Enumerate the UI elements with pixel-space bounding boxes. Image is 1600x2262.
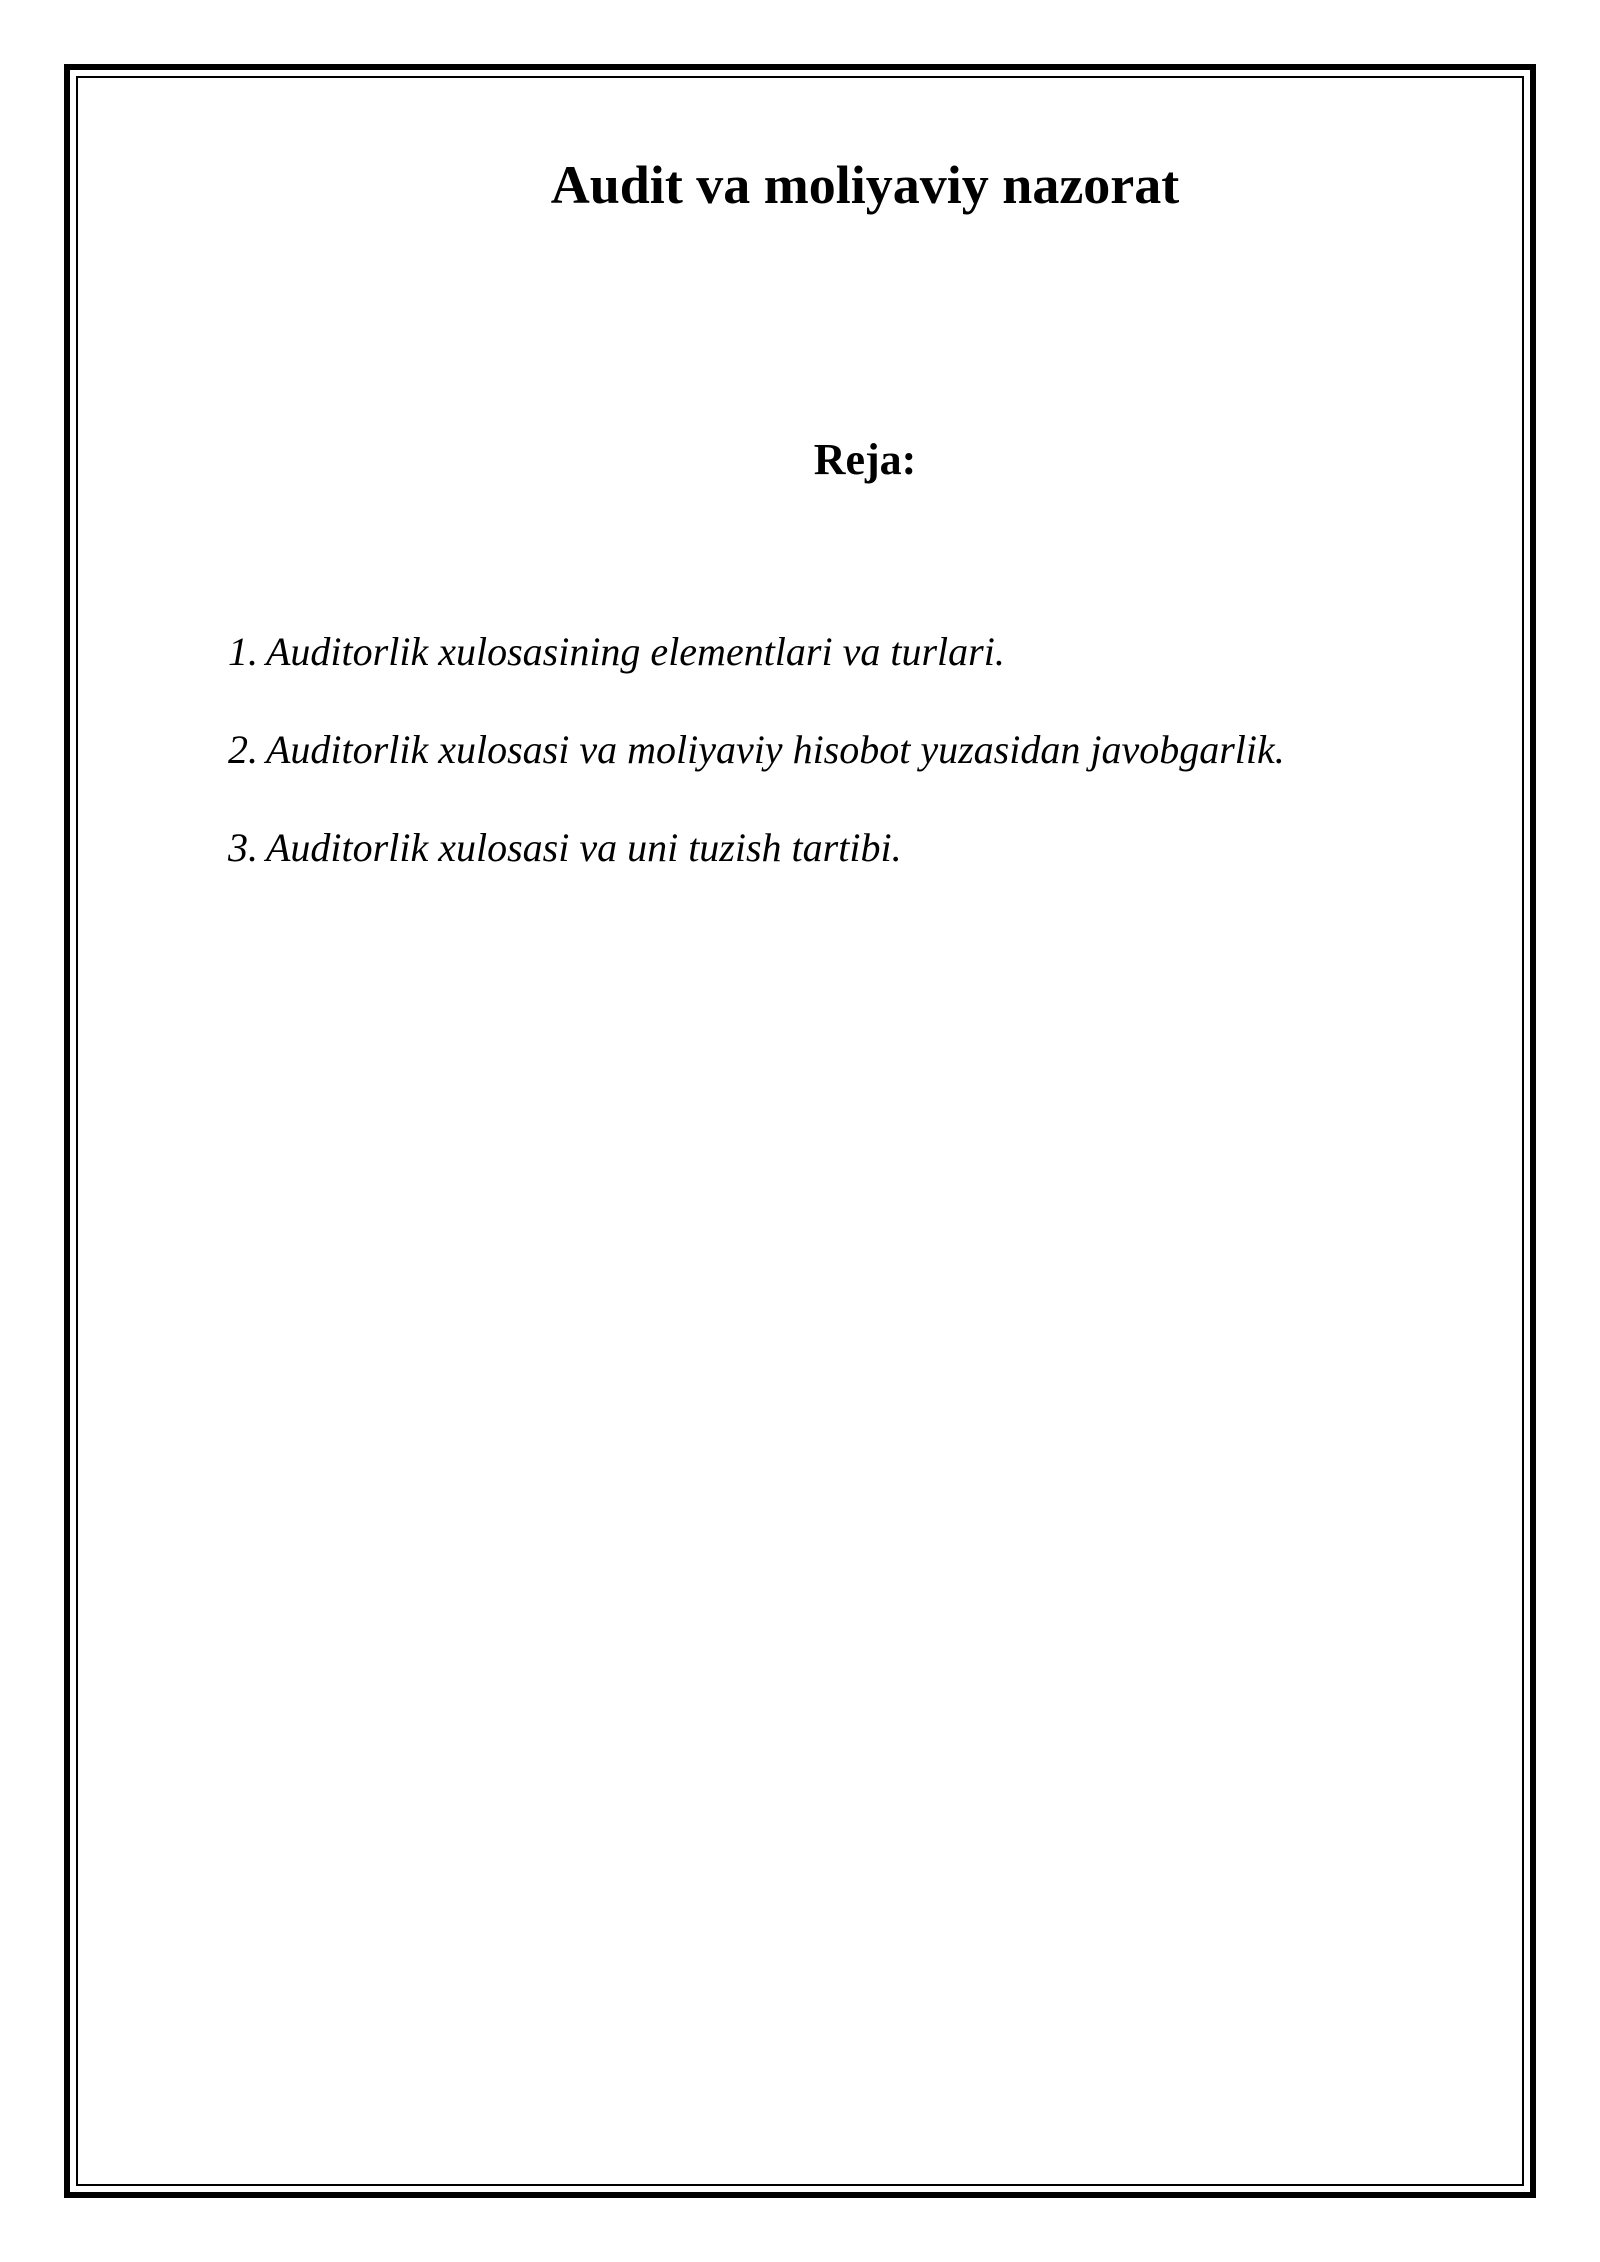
plan-item-1 [228,622,1285,682]
plan-list [228,622,1285,916]
plan-heading: Reja: [813,435,917,484]
page-border [64,64,1536,2198]
plan-item-text: Auditorlik xulosasi va moliyaviy hisobot yuzasidan javobgarlik. [266,727,1285,772]
plan-item-number: 1. [228,629,258,674]
plan-item-number: 2. [228,727,258,772]
plan-item-2 [228,720,1285,780]
plan-item-number: 3. [228,825,258,870]
page-border-inner [76,76,1524,2186]
plan-item-3 [228,818,1285,878]
document-title: Audit va moliyaviy nazorat [550,155,1180,215]
plan-item-text: Auditorlik xulosasining elementlari va turlari. [266,629,1005,674]
plan-item-text: Auditorlik xulosasi va uni tuzish tartibi. [266,825,902,870]
